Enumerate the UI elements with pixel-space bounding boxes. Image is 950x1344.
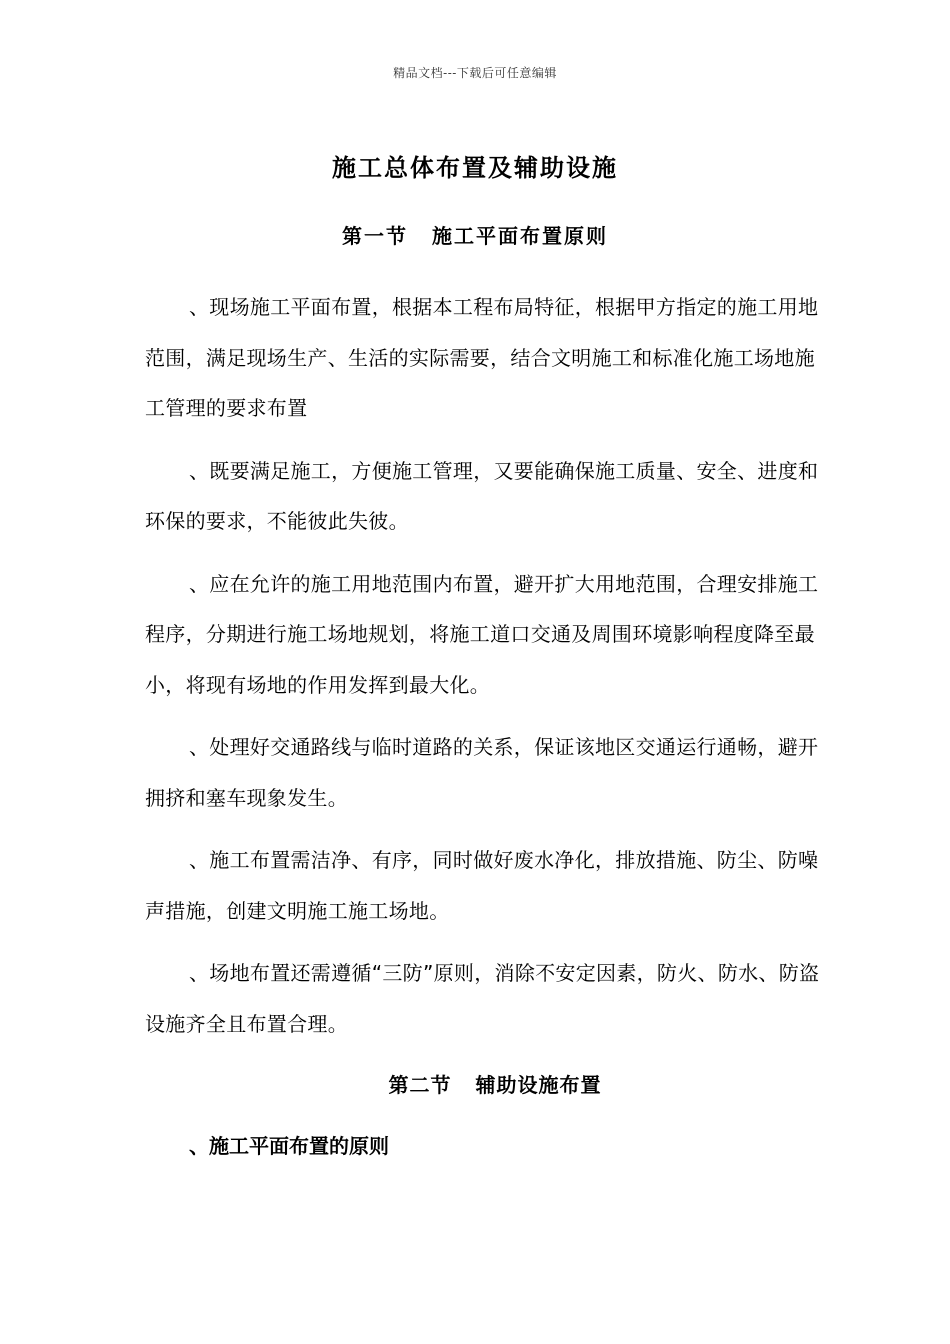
section-1-heading	[0, 220, 950, 249]
section-1-number: 第一节	[342, 224, 408, 248]
page-header: 精品文档---下载后可任意编辑	[393, 66, 557, 80]
section-2-title: 辅助设施布置	[475, 1073, 602, 1097]
paragraph-3: 、应在允许的施工用地范围内布置，避开扩大用地范围，合理安排施工程序，分期进行施工场地规划，将施工道口交通及周围环境影响程度降至最小，将现有场地的作用发挥到最大化。	[145, 571, 819, 697]
paragraph-2: 、既要满足施工，方便施工管理，又要能确保施工质量、安全、进度和环保的要求，不能彼此失彼。	[145, 458, 819, 533]
paragraph-4: 、处理好交通路线与临时道路的关系，保证该地区交通运行通畅，避开拥挤和塞车现象发生。	[145, 735, 819, 810]
section-2-number: 第二节	[388, 1073, 452, 1097]
section-1-title: 施工平面布置原则	[432, 224, 608, 248]
paragraph-1: 、现场施工平面布置，根据本工程布局特征，根据甲方指定的施工用地范围，满足现场生产、生活的实际需要，结合文明施工和标准化施工场地施工管理的要求布置	[145, 295, 819, 420]
document-title: 施工总体布置及辅助设施	[332, 153, 618, 182]
section-2-heading	[20, 1069, 950, 1098]
section-1-body	[145, 282, 835, 1061]
paragraph-6: 、场地布置还需遵循“三防”原则，消除不安定因素，防火、防水、防盗设施齐全且布置合理。	[145, 961, 820, 1036]
subsection-heading: 、施工平面布置的原则	[189, 1134, 389, 1158]
paragraph-5: 、施工布置需洁净、有序，同时做好废水净化，排放措施、防尘、防噪声措施，创建文明施工施工场地。	[145, 848, 819, 923]
